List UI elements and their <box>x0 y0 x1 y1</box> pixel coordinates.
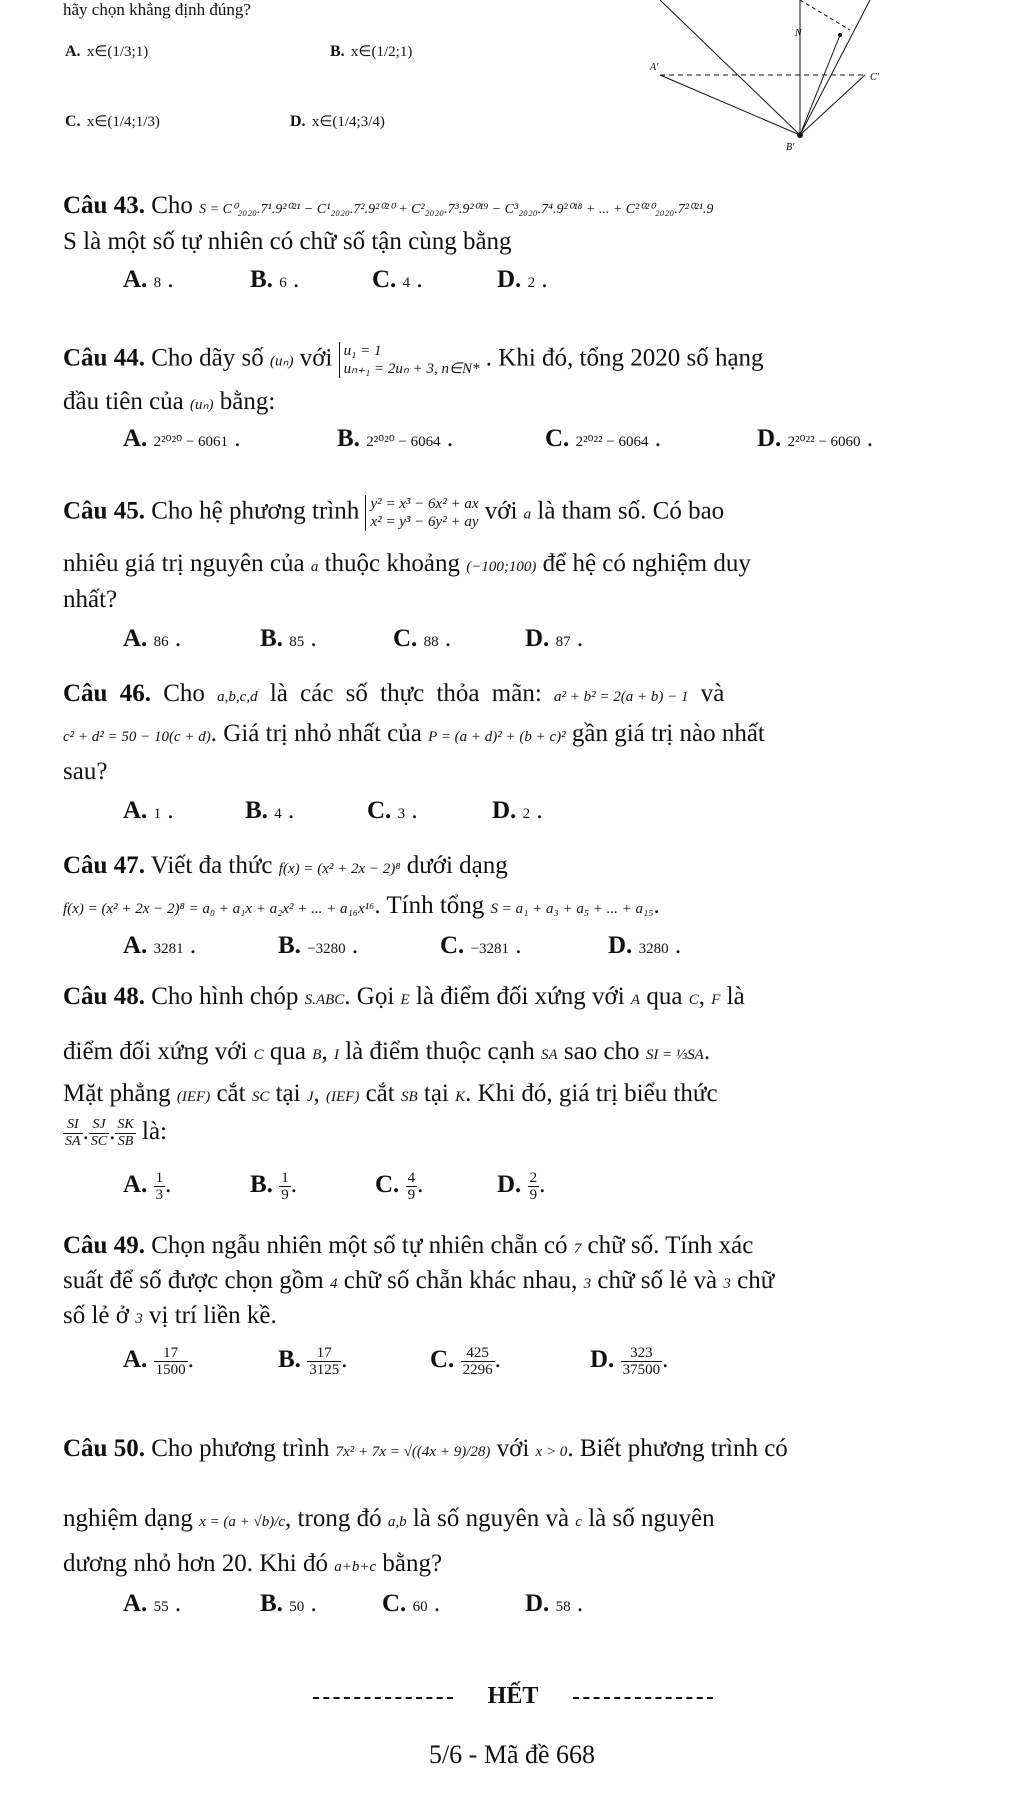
q50-option-d[interactable]: D. 58 . <box>525 1590 584 1617</box>
label-n: N <box>795 28 802 39</box>
prev-option-c[interactable]: C. x∈(1/4;1/3) <box>65 113 160 130</box>
q48-line3: Mặt phẳng (IEF) cắt SC tại J, (IEF) cắt SB tại K. Khi đó, giá trị biểu thức <box>63 1080 718 1107</box>
q49-option-c[interactable]: C. $\frac{425}{2296}$ . <box>430 1345 501 1378</box>
q45-line2: nhiêu giá trị nguyên của a thuộc khoảng (−100;100) để hệ có nghiệm duy <box>63 550 751 577</box>
q48-option-b[interactable]: B. $\frac{1}{9}$ . <box>250 1170 297 1203</box>
q47-option-c[interactable]: C. −3281 . <box>440 932 522 959</box>
label-b-prime: B' <box>786 142 795 153</box>
q44-line2: đầu tiên của (uₙ) bằng: <box>63 388 276 415</box>
q47-line2: f(x) = (x² + 2x − 2)⁸ = a₀ + a₁x + a₂x² + ... + a₁₆x¹⁶. Tính tổng S = a₁ + a₃ + a₅ + ... + a₁₅. <box>63 892 660 919</box>
q48-option-c[interactable]: C. $\frac{4}{9}$ . <box>375 1170 424 1203</box>
prev-option-a[interactable]: A. x∈(1/3;1) <box>65 43 149 60</box>
q45-option-a[interactable]: A. 86 . <box>123 625 182 652</box>
q43-option-d[interactable]: D. 2 . <box>497 266 548 293</box>
q43-formula: S = C⁰₂₀₂₀.7¹.9²⁰²¹ − C¹₂₀₂₀.7².9²⁰²⁰ + C²₂₀₂₀.7³.9²⁰¹⁹ − C³₂₀₂₀.7⁴.9²⁰¹⁸ + ... + C²⁰²⁰₂₀₂₀.7²⁰²¹.9 <box>199 202 714 217</box>
q48-option-a[interactable]: A. $\frac{1}{3}$ . <box>123 1170 172 1203</box>
q45-option-d[interactable]: D. 87 . <box>525 625 584 652</box>
q46-line2: c² + d² = 50 − 10(c + d). Giá trị nhỏ nhất của P = (a + d)² + (b + c)² gần giá trị nào nhất <box>63 720 765 747</box>
q49-line3: số lẻ ở 3 vị trí liền kề. <box>63 1302 277 1329</box>
q43-option-c[interactable]: C. 4 . <box>372 266 423 293</box>
question-50: Câu 50. Cho phương trình 7x² + 7x = √((4x + 9)/28) với x > 0. Biết phương trình có <box>63 1435 788 1462</box>
q46-option-c[interactable]: C. 3 . <box>367 797 418 824</box>
q47-option-d[interactable]: D. 3280 . <box>608 932 682 959</box>
question-48: Câu 48. Cho hình chóp S.ABC. Gọi E là điểm đối xứng với A qua C, F là <box>63 983 745 1010</box>
q44-option-b[interactable]: B. 2²⁰²⁰ − 6064 . <box>337 425 454 452</box>
question-46: Câu 46. Cho a,b,c,d là các số thực thỏa mãn: a² + b² = 2(a + b) − 1 và <box>63 680 725 707</box>
q44-option-c[interactable]: C. 2²⁰²² − 6064 . <box>545 425 662 452</box>
prism-figure <box>640 0 910 160</box>
question-44: Câu 44. Cho dãy số (uₙ) với u₁ = 1 uₙ₊₁ = 2uₙ + 3, n∈N* . Khi đó, tổng 2020 số hạng <box>63 343 764 377</box>
q50-line2: nghiệm dạng x = (a + √b)/c, trong đó a,b là số nguyên và c là số nguyên <box>63 1505 715 1532</box>
page-number: 5/6 - Mã đề 668 <box>428 1740 596 1769</box>
q48-line2: điểm đối xứng với C qua B, I là điểm thuộc cạnh SA sao cho SI = ⅓SA. <box>63 1038 711 1065</box>
q47-option-a[interactable]: A. 3281 . <box>123 932 197 959</box>
label-a-prime: A' <box>650 62 659 73</box>
question-45: Câu 45. Cho hệ phương trình y² = x³ − 6x² + ax x² = y³ − 6y² + ay với a là tham số. Có bao <box>63 496 725 530</box>
prev-option-d[interactable]: D. x∈(1/4;3/4) <box>290 113 385 130</box>
q48-line4: $\frac{SI}{SA}$ . $\frac{SJ}{SC}$ . $\frac{SK}{SB}$ là: <box>65 1117 167 1149</box>
prev-option-b[interactable]: B. x∈(1/2;1) <box>330 43 413 60</box>
q46-option-d[interactable]: D. 2 . <box>492 797 543 824</box>
q43-option-b[interactable]: B. 6 . <box>250 266 300 293</box>
vertex-b-prime <box>797 132 803 138</box>
q49-option-a[interactable]: A. $\frac{17}{1500}$ . <box>123 1345 194 1378</box>
q47-option-b[interactable]: B. −3280 . <box>278 932 359 959</box>
q43-text: S là một số tự nhiên có chữ số tận cùng bằng <box>63 228 512 255</box>
q44-option-d[interactable]: D. 2²⁰²² − 6060 . <box>757 425 874 452</box>
question-49: Câu 49. Chọn ngẫu nhiên một số tự nhiên chẵn có 7 chữ số. Tính xác <box>63 1232 754 1259</box>
question-47: Câu 47. Viết đa thức f(x) = (x² + 2x − 2)⁸ dưới dạng <box>63 852 508 879</box>
q45-option-b[interactable]: B. 85 . <box>260 625 317 652</box>
previous-question-prompt: hãy chọn khẳng định đúng? <box>63 0 251 19</box>
q50-line3: dương nhỏ hơn 20. Khi đó a+b+c bằng? <box>63 1550 443 1577</box>
q50-option-a[interactable]: A. 55 . <box>123 1590 182 1617</box>
end-marker: HẾT <box>313 1683 713 1710</box>
q46-line3: sau? <box>63 758 108 785</box>
q50-option-c[interactable]: C. 60 . <box>382 1590 441 1617</box>
q49-option-b[interactable]: B. $\frac{17}{3125}$ . <box>278 1345 348 1378</box>
q49-line2: suất để số được chọn gồm 4 chữ số chẵn khác nhau, 3 chữ số lẻ và 3 chữ <box>63 1267 775 1294</box>
label-c-prime: C' <box>870 72 879 83</box>
q50-option-b[interactable]: B. 50 . <box>260 1590 317 1617</box>
q48-option-d[interactable]: D. $\frac{2}{9}$ . <box>497 1170 546 1203</box>
question-43: Câu 43. Cho S = C⁰₂₀₂₀.7¹.9²⁰²¹ − C¹₂₀₂₀.7².9²⁰²⁰ + C²₂₀₂₀.7³.9²⁰¹⁹ − C³₂₀₂₀.7⁴.9²⁰¹⁸ + ... + C²⁰²⁰₂₀₂₀.7²⁰²¹.9 <box>63 192 714 219</box>
q49-option-d[interactable]: D. $\frac{323}{37500}$ . <box>590 1345 669 1378</box>
q45-line3: nhất? <box>63 586 118 613</box>
q45-option-c[interactable]: C. 88 . <box>393 625 452 652</box>
q46-option-a[interactable]: A. 1 . <box>123 797 174 824</box>
q43-option-a[interactable]: A. 8 . <box>123 266 174 293</box>
q46-option-b[interactable]: B. 4 . <box>245 797 295 824</box>
q44-option-a[interactable]: A. 2²⁰²⁰ − 6061 . <box>123 425 241 452</box>
